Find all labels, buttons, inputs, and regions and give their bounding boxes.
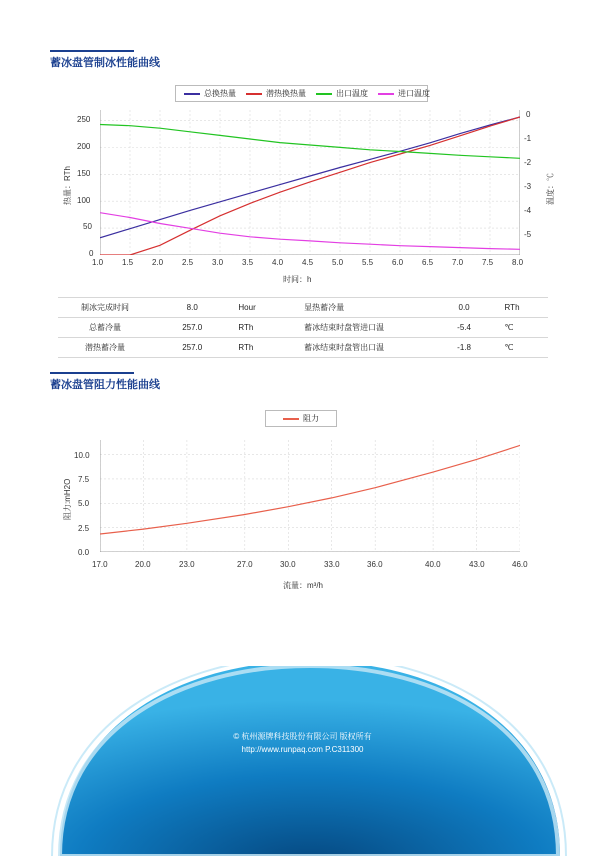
footer-line-1: © 杭州源牌科技股份有限公司 版权所有 <box>233 732 372 741</box>
legend-item-latent-heat <box>246 88 306 99</box>
cell-r2c4: -1.8 <box>430 338 499 358</box>
chart-1-xtick-11: 6.5 <box>422 258 434 267</box>
chart-2-xtick-1: 20.0 <box>135 560 151 569</box>
chart-1-ytick-right-2: -2 <box>524 158 532 167</box>
chart-1-svg <box>100 110 520 255</box>
chart-2-xtick-4: 30.0 <box>280 560 296 569</box>
chart-1-ytick-right-4: -4 <box>524 206 532 215</box>
chart-1-xtick-3: 2.5 <box>182 258 194 267</box>
legend-item-inlet-temp <box>378 88 430 99</box>
legend-swatch-inlet-temp <box>378 93 394 95</box>
footer-line-2: http://www.runpaq.com P.C311300 <box>241 745 364 754</box>
cell-r2c0: 潜热蓄冷量 <box>58 338 152 358</box>
chart-1-ytick-250: 250 <box>77 115 91 124</box>
chart-1-ytick-right-5: -5 <box>524 230 532 239</box>
chart-1-xtick-2: 2.0 <box>152 258 164 267</box>
cell-r0c1: 8.0 <box>152 298 232 318</box>
legend-label-latent-heat: 潜热换热量 <box>266 89 306 98</box>
table-row <box>58 338 548 358</box>
chart-2-ytick-50: 5.0 <box>78 499 90 508</box>
chart-1-ytick-150: 150 <box>77 169 91 178</box>
chart-1-ytick-0: 0 <box>89 249 94 258</box>
cell-r2c2: RTh <box>232 338 298 358</box>
page-footer <box>0 666 605 856</box>
cell-r1c5: ℃ <box>499 318 548 338</box>
chart-1-xtick-7: 4.5 <box>302 258 314 267</box>
section-1-title: 蓄冰盘管制冰性能曲线 <box>50 57 160 69</box>
chart-2-xtick-6: 36.0 <box>367 560 383 569</box>
chart-2-ytick-25: 2.5 <box>78 524 90 533</box>
chart-1-ylabel-left: 热量：RTh <box>63 166 72 205</box>
chart-2-xtick-8: 43.0 <box>469 560 485 569</box>
cell-r0c3: 显热蓄冷量 <box>298 298 429 318</box>
legend-label-inlet-temp: 进口温度 <box>398 89 430 98</box>
table-row <box>58 298 548 318</box>
cell-r1c4: -5.4 <box>430 318 499 338</box>
chart-1-xtick-8: 5.0 <box>332 258 344 267</box>
legend-label-resistance: 阻力 <box>303 414 319 423</box>
chart-2-ytick-75: 7.5 <box>78 475 90 484</box>
legend-item-resistance <box>283 413 319 424</box>
chart-1-xlabel: 时间：h <box>283 275 312 284</box>
cell-r1c3: 蓄冰结束时盘管进口温 <box>298 318 429 338</box>
chart-2-legend <box>265 410 337 427</box>
chart-1-ylabel-right: 温度：℃ <box>546 173 555 205</box>
chart-1-xtick-13: 7.5 <box>482 258 494 267</box>
cell-r1c1: 257.0 <box>152 318 232 338</box>
cell-r2c3: 蓄冰结束时盘管出口温 <box>298 338 429 358</box>
chart-2-xtick-7: 40.0 <box>425 560 441 569</box>
chart-2-ylabel: 阻力:mH2O <box>63 478 72 520</box>
chart-1-xtick-4: 3.0 <box>212 258 224 267</box>
legend-swatch-outlet-temp <box>316 93 332 95</box>
chart-1-xtick-5: 3.5 <box>242 258 254 267</box>
chart-1-xtick-6: 4.0 <box>272 258 284 267</box>
chart-1-ytick-right-3: -3 <box>524 182 532 191</box>
section-1-rule <box>50 50 134 52</box>
chart-1-ytick-100: 100 <box>77 196 91 205</box>
ice-making-performance-chart <box>100 110 520 255</box>
chart-1-xtick-12: 7.0 <box>452 258 464 267</box>
chart-2-xtick-5: 33.0 <box>324 560 340 569</box>
cell-r0c2: Hour <box>232 298 298 318</box>
chart-2-ytick-0: 0.0 <box>78 548 90 557</box>
cell-r0c5: RTh <box>499 298 548 318</box>
section-2-title: 蓄冰盘管阻力性能曲线 <box>50 379 160 391</box>
legend-item-outlet-temp <box>316 88 368 99</box>
resistance-performance-chart <box>100 440 520 552</box>
chart-2-ytick-10: 10.0 <box>74 451 90 460</box>
chart-1-xtick-1: 1.5 <box>122 258 134 267</box>
legend-label-total-heat: 总换热量 <box>204 89 236 98</box>
chart-1-ytick-right-1: -1 <box>524 134 532 143</box>
cell-r0c0: 制冰完成时间 <box>58 298 152 318</box>
cell-r2c1: 257.0 <box>152 338 232 358</box>
chart-2-svg <box>100 440 520 552</box>
legend-swatch-latent-heat <box>246 93 262 95</box>
chart-2-xtick-3: 27.0 <box>237 560 253 569</box>
legend-swatch-resistance <box>283 418 299 420</box>
chart-2-xtick-0: 17.0 <box>92 560 108 569</box>
cell-r1c2: RTh <box>232 318 298 338</box>
chart-1-xtick-14: 8.0 <box>512 258 524 267</box>
section-2-rule <box>50 372 134 374</box>
footer-copyright <box>0 730 605 756</box>
legend-item-total-heat <box>184 88 236 99</box>
chart-1-ytick-right-0: 0 <box>526 110 531 119</box>
chart-2-xlabel: 流量：m³/h <box>283 581 323 590</box>
chart-1-ytick-50: 50 <box>83 222 92 231</box>
chart-1-xtick-9: 5.5 <box>362 258 374 267</box>
table-row <box>58 318 548 338</box>
cell-r0c4: 0.0 <box>430 298 499 318</box>
cell-r1c0: 总蓄冷量 <box>58 318 152 338</box>
chart-1-xtick-10: 6.0 <box>392 258 404 267</box>
legend-label-outlet-temp: 出口温度 <box>336 89 368 98</box>
legend-swatch-total-heat <box>184 93 200 95</box>
chart-2-xtick-9: 46.0 <box>512 560 528 569</box>
chart-1-ytick-200: 200 <box>77 142 91 151</box>
chart-1-legend <box>175 85 428 102</box>
chart-1-xtick-0: 1.0 <box>92 258 104 267</box>
footer-wave <box>0 666 605 856</box>
chart-2-xtick-2: 23.0 <box>179 560 195 569</box>
cell-r2c5: ℃ <box>499 338 548 358</box>
ice-storage-summary-table <box>58 297 548 358</box>
